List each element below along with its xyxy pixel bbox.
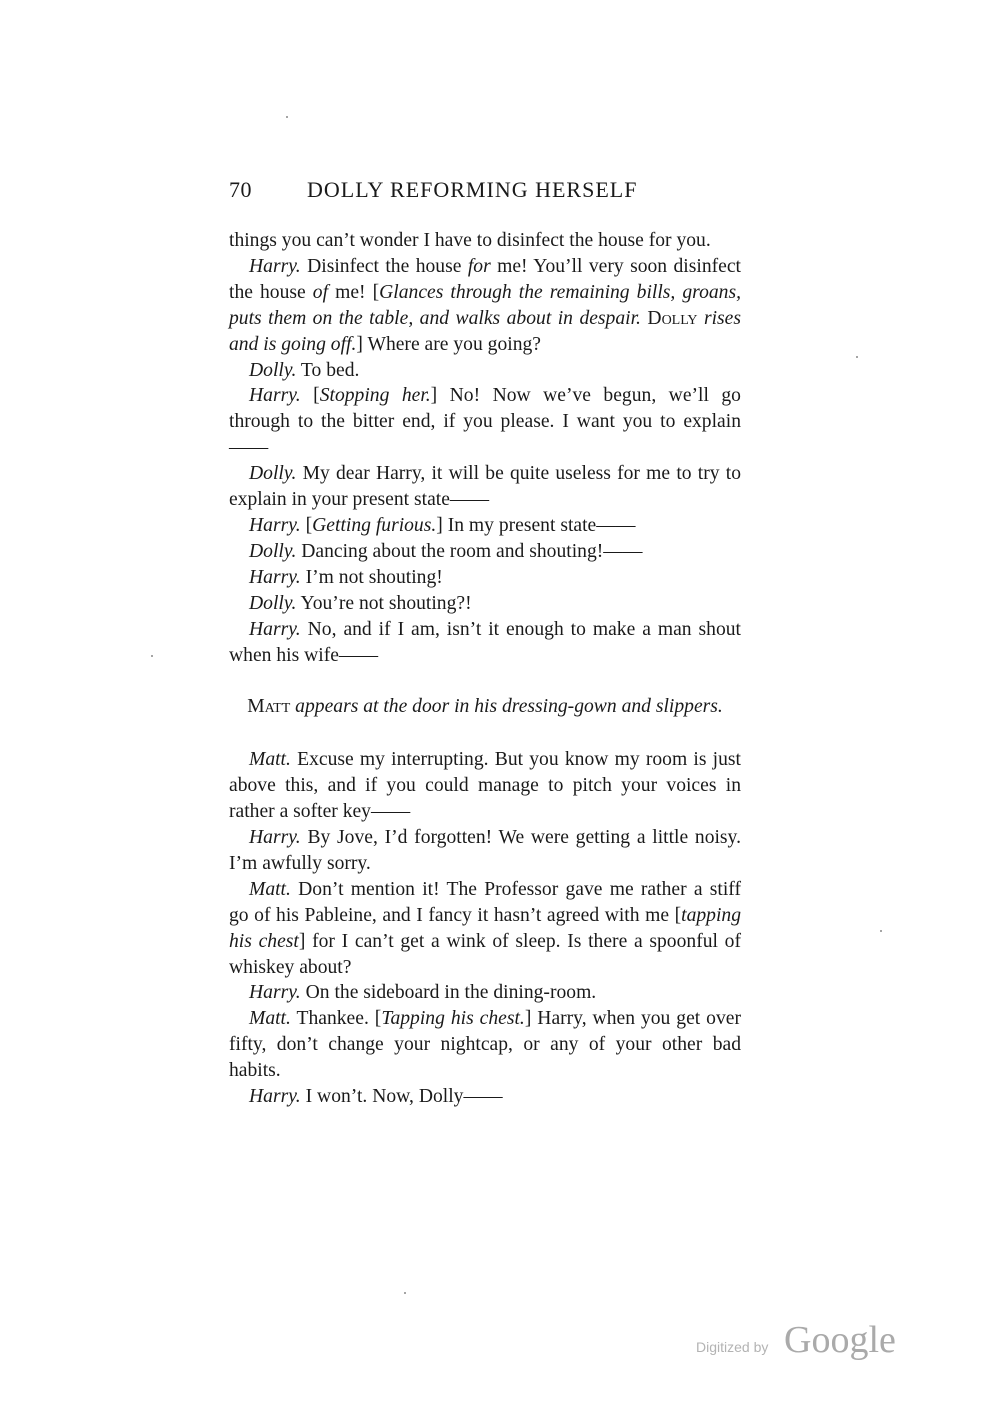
paragraph	[229, 825, 741, 877]
speaker-name: Harry.	[249, 255, 301, 277]
paragraph	[229, 383, 741, 461]
page-number: 70	[229, 177, 252, 202]
paragraph	[229, 565, 741, 591]
speaker-name: Matt.	[249, 878, 291, 900]
dialogue-text: ] for I can’t get a wink of sleep. Is there a spoonful of whiskey about?	[229, 930, 741, 978]
paragraph	[229, 461, 741, 513]
speaker-name: Harry.	[249, 566, 301, 588]
stage-direction: tapping his chest	[229, 904, 741, 952]
emphasis-text: of	[312, 281, 329, 303]
dialogue-text: Thankee. [	[290, 1008, 382, 1030]
speaker-name: Dolly.	[249, 592, 297, 614]
dialogue-text: By Jove, I’d forgotten! We were getting a little noisy. I’m awfully sorry.	[229, 827, 741, 874]
dialogue-text: ] Where are you going?	[356, 333, 541, 355]
scan-speck	[880, 930, 882, 932]
paragraph	[229, 591, 741, 617]
scan-speck	[151, 655, 153, 657]
stage-direction: rises and is going off.	[229, 307, 741, 355]
dialogue-text: You’re not shouting?!	[296, 592, 472, 614]
dialogue-text: My dear Harry, it will be quite useless for me to try to explain in your present state——	[229, 463, 741, 511]
paragraph	[229, 228, 741, 254]
dialogue-text: Dancing about the room and shouting!——	[296, 540, 643, 562]
running-header	[229, 177, 741, 207]
paragraph	[229, 1084, 741, 1110]
stage-direction: Glances through the remaining bills, groans, puts them on the table, and walks about in despair.	[229, 281, 741, 329]
dialogue-text: ] No! Now we’ve begun, we’ll go through to the bitter end, if you please. I want you to explain——	[229, 385, 741, 459]
speaker-name: Harry.	[249, 514, 301, 536]
paragraph	[229, 513, 741, 539]
speaker-name: Matt.	[249, 749, 291, 771]
stage-direction: appears at the door in his dressing-gown and slippers.	[290, 696, 723, 718]
speaker-name: Harry.	[249, 982, 301, 1004]
scan-speck	[404, 1292, 406, 1294]
speaker-name: Dolly.	[249, 463, 297, 485]
dialogue-text: On the sideboard in the dining-room.	[300, 982, 597, 1004]
dialogue-text: To bed.	[296, 359, 360, 381]
speaker-name: Dolly.	[249, 540, 297, 562]
dialogue-text: things you can’t wonder I have to disinfect the house for you.	[229, 230, 711, 251]
paragraph	[229, 877, 741, 981]
speaker-name: Harry.	[249, 827, 301, 849]
character-name: Dolly	[640, 307, 698, 329]
dialogue-text: ] Harry, when you get over fifty, don’t change your nightcap, or any of your other bad habits.	[229, 1008, 742, 1082]
paragraph	[229, 1006, 741, 1084]
dialogue-text: ] In my present state——	[436, 514, 636, 536]
speaker-name: Dolly.	[249, 359, 297, 381]
stage-direction: Getting furious.	[312, 514, 437, 536]
google-logo: Google	[784, 1319, 896, 1361]
stage-direction: Stopping her.	[319, 385, 431, 407]
dialogue-text: me! You’ll very soon disinfect the house	[229, 255, 741, 303]
dialogue-text: No, and if I am, isn’t it enough to make a man shout when his wife——	[229, 618, 741, 666]
speaker-name: Harry.	[249, 1086, 301, 1108]
paragraph	[229, 617, 741, 669]
running-title: DOLLY REFORMING HERSELF	[307, 177, 638, 202]
dialogue-text: [	[300, 514, 313, 536]
speaker-name: Harry.	[249, 618, 301, 640]
dialogue-text: Don’t mention it! The Professor gave me rather a stiff go of his Pableine, and I fancy it hasn’t agreed with me [	[229, 878, 741, 926]
dialogue-text: Disinfect the house	[300, 255, 468, 277]
paragraph	[229, 747, 741, 825]
dialogue-text: me! [	[328, 281, 380, 303]
speaker-name: Harry.	[249, 385, 301, 407]
stage-direction-block	[229, 694, 741, 720]
paragraph	[229, 539, 741, 565]
paragraph	[229, 254, 741, 358]
speaker-name: Matt.	[249, 1008, 291, 1030]
character-name: Matt	[247, 696, 291, 718]
paragraph	[229, 358, 741, 384]
scan-speck	[286, 116, 288, 118]
dialogue-text: [	[300, 385, 320, 407]
page-body	[229, 228, 741, 1110]
dialogue-text: Excuse my interrupting. But you know my room is just above this, and if you could manage to pitch your voices in rather a softer key——	[229, 749, 741, 823]
emphasis-text: for	[467, 255, 491, 277]
dialogue-text: I won’t. Now, Dolly——	[300, 1086, 503, 1108]
stage-direction: Tapping his chest.	[381, 1008, 525, 1030]
digitized-by-label: Digitized by	[696, 1339, 769, 1355]
dialogue-text: I’m not shouting!	[300, 566, 443, 588]
scan-speck	[856, 356, 858, 358]
paragraph	[229, 980, 741, 1006]
